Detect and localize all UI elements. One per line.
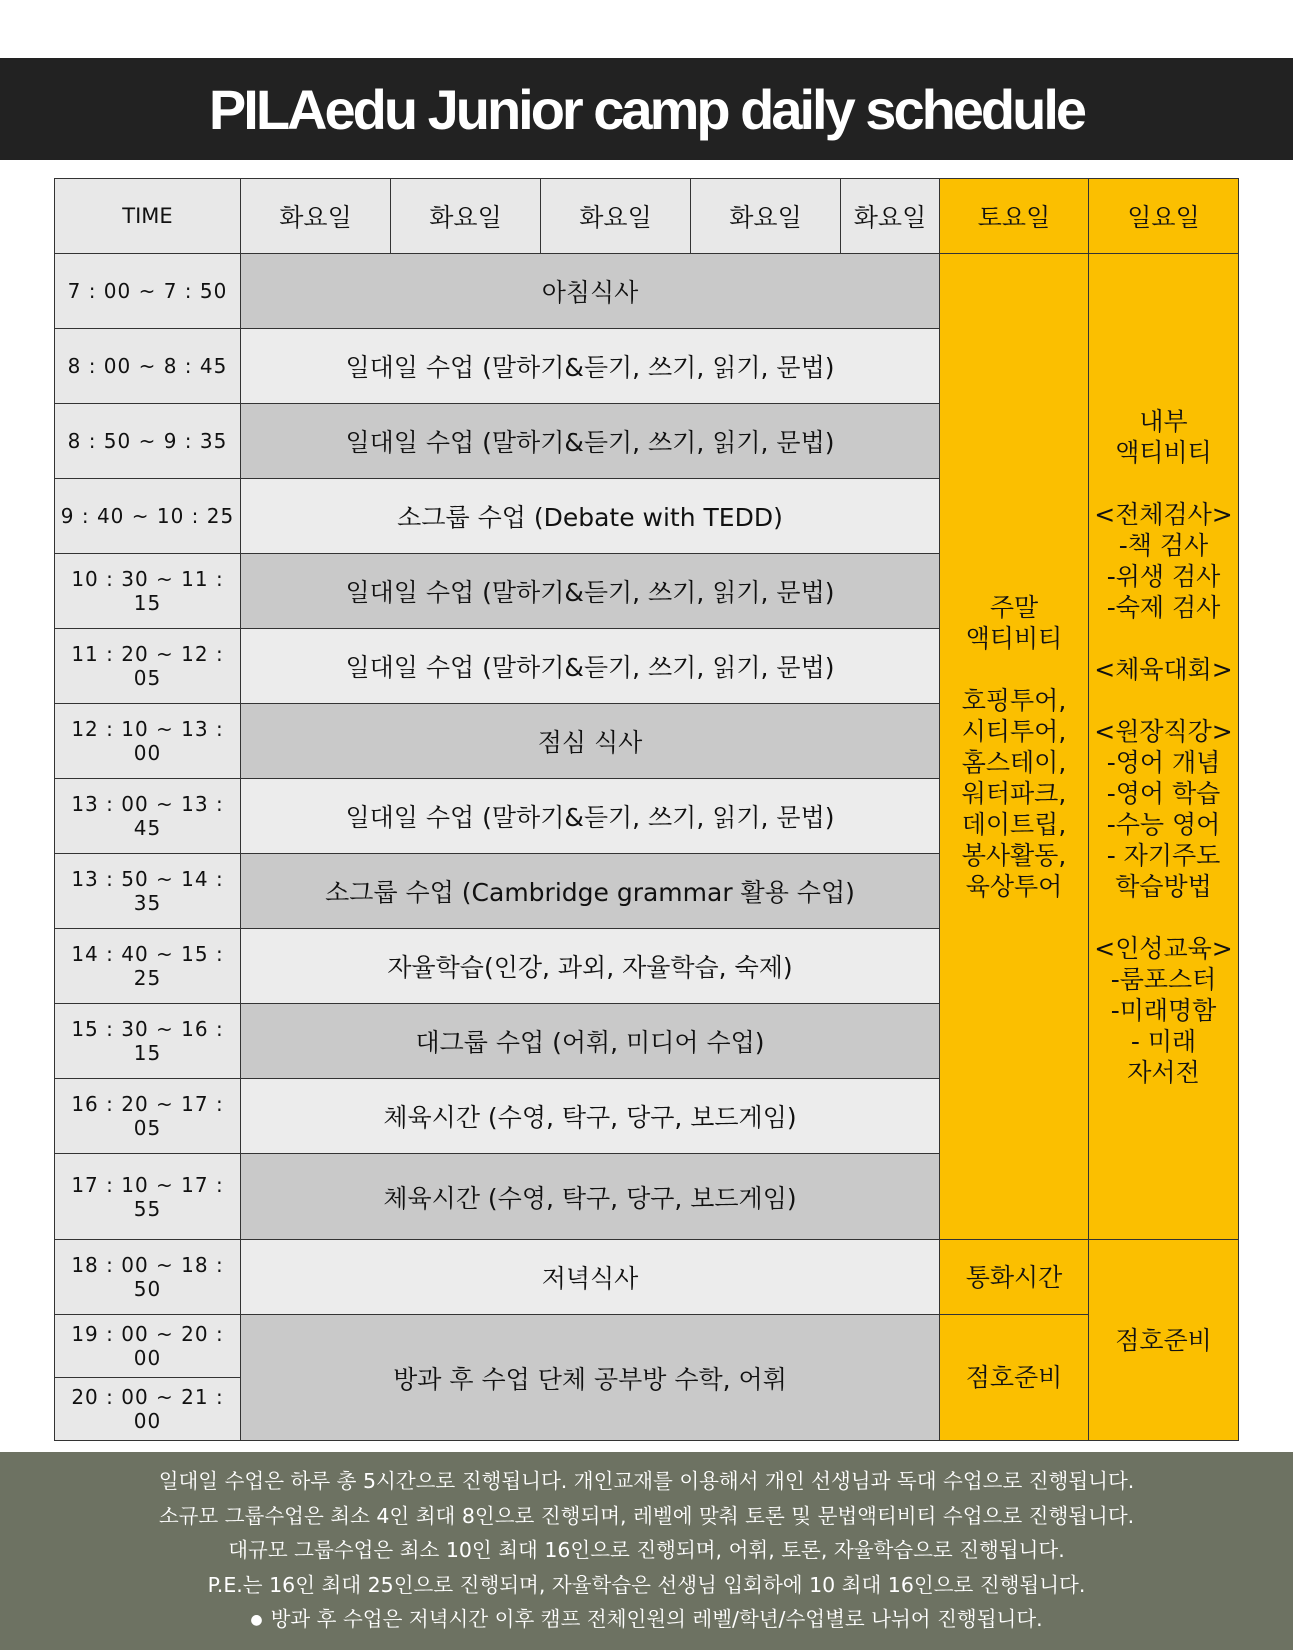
saturday-call-time-cell: 통화시간 [940,1240,1089,1315]
bullet-icon: ● [250,1612,263,1629]
activity-cell: 점심 식사 [241,704,940,779]
activity-cell: 체육시간 (수영, 탁구, 당구, 보드게임) [241,1154,940,1240]
activity-cell: 일대일 수업 (말하기&듣기, 쓰기, 읽기, 문법) [241,779,940,854]
schedule-table [54,178,1239,1441]
activity-cell: 소그룹 수업 (Debate with TEDD) [241,479,940,554]
time-cell: 7 : 00 ~ 7 : 50 [55,254,241,329]
sunday-block-internal: 내부 액티비티 [1115,406,1212,467]
page-title: PILAedu Junior camp daily schedule [208,77,1085,141]
saturday-activity-list: 호핑투어, 시티투어, 홈스테이, 워터파크, 데이트립, 봉사활동, 육상투어 [961,685,1067,901]
time-cell: 10 : 30 ~ 11 : 15 [55,554,241,629]
time-cell: 20 : 00 ~ 21 : 00 [55,1378,241,1441]
title-bar [0,58,1293,160]
sunday-activity-cell [1089,254,1239,1240]
footer-note-bullet: ● 방과 후 수업은 저녁시간 이후 캠프 전체인원의 레벨/학년/수업별로 나뉘어 진행됩니다. [250,1607,1043,1632]
activity-cell: 소그룹 수업 (Cambridge grammar 활용 수업) [241,854,940,929]
activity-cell: 일대일 수업 (말하기&듣기, 쓰기, 읽기, 문법) [241,554,940,629]
sunday-header: 일요일 [1089,179,1239,254]
saturday-activity-title: 주말 액티비티 [965,592,1063,653]
header-row [55,179,1239,254]
time-cell: 15 : 30 ~ 16 : 15 [55,1004,241,1079]
time-cell: 8 : 00 ~ 8 : 45 [55,329,241,404]
day-header: 화요일 [691,179,841,254]
time-cell: 11 : 20 ~ 12 : 05 [55,629,241,704]
time-cell: 13 : 50 ~ 14 : 35 [55,854,241,929]
time-cell: 14 : 40 ~ 15 : 25 [55,929,241,1004]
footer-note: P.E.는 16인 최대 25인으로 진행되며, 자율학습은 선생님 입회하에 10 최대 16인으로 진행됩니다. [207,1572,1086,1597]
day-header: 화요일 [841,179,940,254]
footer-note: 대규모 그룹수업은 최소 10인 최대 16인으로 진행되며, 어휘, 토론, 자율학습으로 진행됩니다. [228,1538,1065,1563]
footer-notes [0,1452,1293,1650]
time-header: TIME [55,179,241,254]
schedule-row [55,1240,1239,1315]
sunday-block-character: <인성교육> -룸포스터 -미래명함 - 미래 자서전 [1094,933,1233,1087]
time-cell: 17 : 10 ~ 17 : 55 [55,1154,241,1240]
activity-cell: 저녁식사 [241,1240,940,1315]
time-cell: 19 : 00 ~ 20 : 00 [55,1315,241,1378]
sunday-roll-call-cell: 점호준비 [1089,1240,1239,1441]
activity-cell: 일대일 수업 (말하기&듣기, 쓰기, 읽기, 문법) [241,329,940,404]
activity-cell: 아침식사 [241,254,940,329]
time-cell: 18 : 00 ~ 18 : 50 [55,1240,241,1315]
day-header: 화요일 [541,179,691,254]
activity-cell: 자율학습(인강, 과외, 자율학습, 숙제) [241,929,940,1004]
activity-cell: 대그룹 수업 (어휘, 미디어 수업) [241,1004,940,1079]
sunday-block-lecture: <원장직강> -영어 개념 -영어 학습 -수능 영어 - 자기주도 학습방법 [1094,716,1233,901]
footer-note: 일대일 수업은 하루 총 5시간으로 진행됩니다. 개인교재를 이용해서 개인 선생님과 독대 수업으로 진행됩니다. [158,1469,1135,1494]
time-cell: 16 : 20 ~ 17 : 05 [55,1079,241,1154]
day-header: 화요일 [391,179,541,254]
saturday-activity-cell [940,254,1089,1240]
sunday-block-inspection: <전체검사> -책 검사 -위생 검사 -숙제 검사 [1094,499,1233,622]
time-cell: 8 : 50 ~ 9 : 35 [55,404,241,479]
activity-cell: 일대일 수업 (말하기&듣기, 쓰기, 읽기, 문법) [241,629,940,704]
saturday-roll-call-cell: 점호준비 [940,1315,1089,1441]
saturday-header: 토요일 [940,179,1089,254]
activity-cell: 일대일 수업 (말하기&듣기, 쓰기, 읽기, 문법) [241,404,940,479]
footer-note: 소규모 그룹수업은 최소 4인 최대 8인으로 진행되며, 레벨에 맞춰 토론 및 문법액티비티 수업으로 진행됩니다. [158,1503,1135,1528]
time-cell: 9 : 40 ~ 10 : 25 [55,479,241,554]
activity-cell: 체육시간 (수영, 탁구, 당구, 보드게임) [241,1079,940,1154]
time-cell: 12 : 10 ~ 13 : 00 [55,704,241,779]
activity-cell: 방과 후 수업 단체 공부방 수학, 어휘 [241,1315,940,1441]
sunday-block-sports: <체육대회> [1094,654,1233,684]
schedule-row [55,254,1239,329]
day-header: 화요일 [241,179,391,254]
time-cell: 13 : 00 ~ 13 : 45 [55,779,241,854]
schedule-row [55,1315,1239,1378]
